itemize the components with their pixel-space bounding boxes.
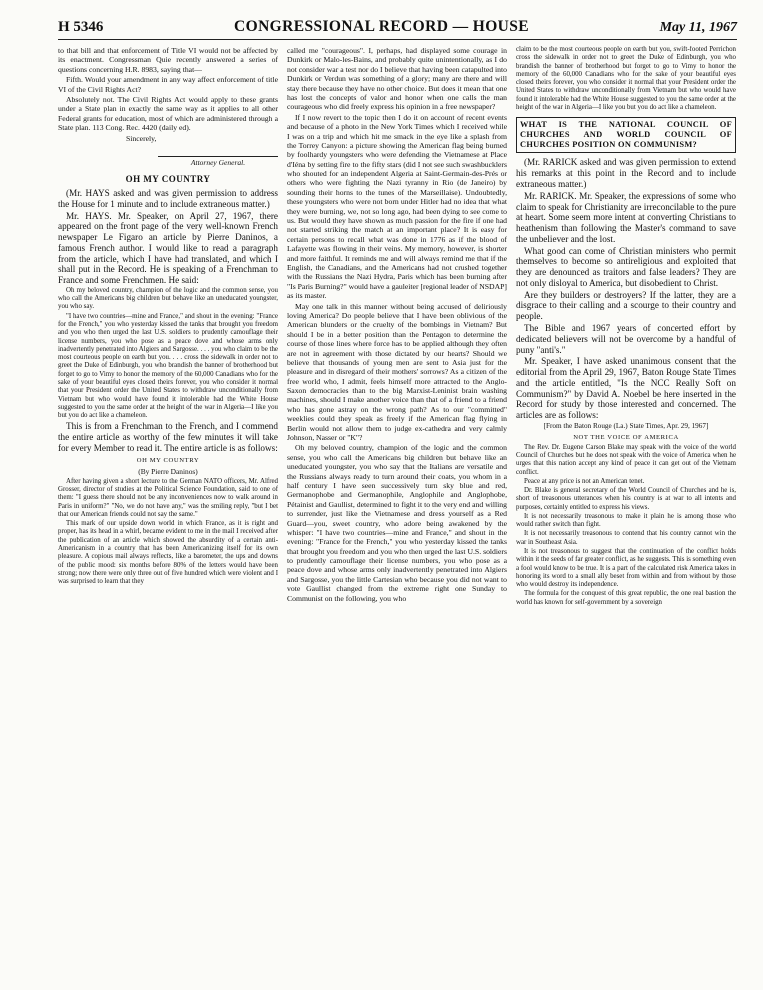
page-header: [58, 18, 737, 40]
intro-paragraph: (Mr. HAYS asked and was given permission to address the House for 1 minute and to include extraneous matter.): [58, 188, 278, 209]
column-3: [516, 46, 736, 981]
article-paragraph: After having given a short lecture to the German NATO officers, Mr. Alfred Grosser, director of studies at the Political Science Foundation, said to one of them: "I guess there should not be any inconveniences now to walk around in Paris in uniform?" "No, we do not have any," was the smiling reply, "but I bet that our American friends could not say the same.": [58, 477, 278, 518]
rarick-paragraph: The Bible and 1967 years of concerted effort by dedicated believers will not be overcome by a handful of puny "anti's.": [516, 322, 736, 355]
issue-date: May 11, 1967: [659, 20, 737, 35]
letter-paragraph: to that bill and that enforcement of Title VI would not be affected by its enactment. Congressman Quie recently answered a series of questions concerning H.R. 8983, saying that—: [58, 46, 278, 74]
editorial-paragraph: The formula for the conquest of this great republic, the one real bastion the world has known for self-government by a sovereign: [516, 590, 736, 606]
article-paragraph: called me "courageous". I, perhaps, had displayed some courage in Dunkirk or Malo-les-Bains, and probably quite unintentionally, as I do not consider war a test nor do I believe that having been catapulted into Dunkirk or Verdun was something of a glory; many are there and will stay there because they have no other choice. But does it mean that one has lost the concepts of valor and honor when one calls the man courageous who did freely express his opinion in a free newspaper?: [287, 46, 507, 112]
editorial-paragraph: It is not necessarily treasonous to make it plain he is among those who would rather switch than fight.: [516, 512, 736, 529]
closing-paragraph: This is from a Frenchman to the French, and I commend the entire article as worthy of the few minutes it will take for every Member to read it. The entire article is as follows:: [58, 421, 278, 453]
article-heading: OH MY COUNTRY: [136, 456, 200, 464]
article-byline: (By Pierre Daninos): [138, 466, 198, 476]
letter-paragraph: Fifth. Would your amendment in any way affect enforcement of title VI of the Civil Rights Act?: [58, 75, 278, 94]
editorial-paragraph: Peace at any price is not an American tenet.: [524, 477, 645, 485]
letter-paragraph: Absolutely not. The Civil Rights Act would apply to these grants under a State plan in exactly the same way as it applies to all other Federal grants for education, most of which are administered through a State plan. 113 Cong. Rec. 4420 (daily ed).: [58, 94, 278, 133]
section-title: OH MY COUNTRY: [125, 174, 211, 185]
columns: [58, 46, 737, 981]
column-1: [58, 46, 278, 981]
boxed-section-title: WHAT IS THE NATIONAL COUNCIL OF CHURCHES AND WORLD COUNCIL OF CHURCHES POSITION ON COMMUNISM?: [516, 117, 736, 153]
column-2: [287, 46, 507, 981]
editorial-paragraph: Dr. Blake is general secretary of the World Council of Churches and he is, short of treasonous utterances when his country is at war to all intents and purposes, certainly entitled to express his views.: [516, 487, 736, 511]
editorial-paragraph: It is not treasonous to suggest that the continuation of the conflict holds within it the seeds of far greater conflict, as he suggests. This is something even a fool would know to be true. It is a part of the calculated risk America takes in honoring its word to a small ally beset from within and from without by those who would destroy its independence.: [516, 548, 736, 589]
quote-paragraph: "I have two countries—mine and France," and shout in the evening: "France for the French," you who yesterday kissed the tanks that brought you freedom and you who then urged the last U.S. soldiers to prudently camouflage their license numbers, you who pose as a peace dove and whose arms only inadvertently penetrated into Algiers and Sargosse. . . . you who claim to be the most courteous people on earth but you. . . . cross the sidewalk in order not to greet the Duke of Edinburgh, you who brandish the banner of brotherhood but forget to go to Vimy to honor the memory of the 60,000 Canadians who for the sake of your beautiful eyes closed theirs forever, you who consider it normal that your President order the United States to withdraw unconditionally from Vietnam but who would have found it intolerable had the White House suggested to you the same order at the height of the war in Algeria—I like you but you do act like a chameleon.: [58, 312, 278, 420]
signature-title: Attorney General.: [158, 156, 278, 167]
editorial-paragraph: The Rev. Dr. Eugene Carson Blake may speak with the voice of the world Council of Churches but he does not speak with the voice of America when he urges that this nation accept any kind of peace it can get out of the Vietnam conflict.: [516, 443, 736, 476]
hays-statement: Mr. HAYS. Mr. Speaker, on April 27, 1967, there appeared on the front page of the very well-known French newspaper Le Figaro an article by Pierre Daninos, a famous French author. I would like to read a paragraph from the article, which I have had translated, and which I shall put in the Record. He is speaking of a Frenchman to France and some Frenchmen. He said:: [58, 210, 278, 286]
intro-paragraph: (Mr. RARICK asked and was given permission to extend his remarks at this point in the Record and to include extraneous matter.): [516, 157, 736, 190]
article-paragraph: Oh my beloved country, champion of the logic and the common sense, you who call the Americans big children but behave like an uneducated youngster, you who say that the Italians are versatile and the Russians always ready to turn around their coats, you whom in a half century I have seen successively turn sky blue and red, Germanophobe and Germanophile, Anglophile and Anglophobe, Pétainist and Gaullist, determined to fight it to the very end and willing to surrender, just like the Vietnamese and dress yourself as a Red Guard—you, sweet country, who adore being awakened by the whisper: "I have two countries—mine and France," and shout in the evening: "France for the French," you who yesterday kissed the tanks that brought you freedom and you who then urged the last U.S. soldiers to prudently camouflage their license numbers, you who pose as a peace dove and whose arms only inadvertently penetrated into Algiers and Sargosse, you the little Cartesian who because you did not want to vote Gaullist changed from the extreme right one Sunday to Communist on the following, you who: [287, 443, 507, 603]
quote-paragraph: Oh my beloved country, champion of the logic and the common sense, you who call the Americans big children but behave like an uneducated youngster, you who say.: [58, 286, 278, 311]
publication-title: CONGRESSIONAL RECORD — HOUSE: [234, 18, 530, 35]
page-number: H 5346: [58, 19, 104, 35]
article-paragraph: claim to be the most courteous people on earth but you, swift-footed Perrichon cross the sidewalk in order not to greet the Duke of Edinburgh, you who brandish the banner of brotherhood but forget to go to Vimy to honor the memory of the 60,000 Canadians who for the sake of your beautiful eyes closed theirs forever, you who consider it normal that your President order the United States to withdraw unconditionally from Vietnam but who would have found it intolerable had the White House suggested to you the same order at the height of the war in Algeria—I like you but you do act like a chameleon.: [516, 46, 736, 111]
rarick-paragraph: What good can come of Christian ministers who permit themselves to become so antireligious and exploited that they are denounced as traitors and false leaders? They are not only disloyal to America, but disobedient to Christ.: [516, 245, 736, 288]
article-paragraph: If I now revert to the topic then I do it on account of recent events and because of a photo in the New York Times which I received while I was on a trip and which hit me smack in the eye like a splash from the Torrey Canyon: a picture showing the American flag being burned by foolhardy youngsters who were defending the Vietnamese at Place d'Iéna by setting fire to the fifty stars (did I not see such swashbucklers who shouted for an independent Algeria at Saint-Germain-des-Prés or others who were fighting the Nazi tyranny in Rio (de Janeiro) by sounding their horns to the tunes of the Marseillaise). Undoubtedly, these youngsters who were not born under Hitler had no idea that what they were burning, we, not so long ago, had been dying to see come to us. But would they have shown as much passion for the fire if one had not started striking the match at an important place? It is easy for certain persons to recall what was done in 1776 as if the blood of Lafayette was flowing in their veins. My memory, however, is shorter and more faithful. It reminds me and will always remind me that if the English, the Canadians, and the Americans had not crushed together with the Russians the Nazi Hydra, Paris which has been burning after "Is Paris Burning?" would have a gauleiter [regional leader of NSDAP] as its master.: [287, 112, 507, 301]
editorial-source: [From the Baton Rouge (La.) State Times, Apr. 29, 1967]: [543, 421, 709, 430]
article-paragraph: May one talk in this manner without being accused of deliriously loving America? Do people believe that I have been oblivious of the American blunders or the cruelty of the bombings in Vietnam? But should I be in a better position than the Pentagon to determine the course of those lines where force has to be applied although they often are not in agreement with those dictated by our hearts? Should we believe that thousands of young men are sent to Asia just for the pleasure and in disregard of their mothers' sorrows? As a citizen of the free world who, I admit, feels himself more attracted to the Anglo-Saxon democracies than to the big Marxist-Leninist brain washing machines, should I make another voice than that of a friend to a friend who has gone astray on the wrong path? As to our "committed" weeklies could they speak as freely if the American flag flying in Berlin would not allow them to judge ex-cathedra and very calmly Johnson, Nasser or "K"?: [287, 301, 507, 443]
rarick-paragraph: Mr. RARICK. Mr. Speaker, the expressions of some who claim to speak for Christianity are irreconcilable to the pure at heart. Some seem more intent at converting Christians to heathenism than following the Master's command to save the unbeliever and the lost.: [516, 190, 736, 244]
letter-closing: Sincerely,: [126, 133, 157, 143]
editorial-heading: NOT THE VOICE OF AMERICA: [573, 433, 679, 441]
editorial-paragraph: It is not necessarily treasonous to contend that his country cannot win the war in Southeast Asia.: [516, 530, 736, 546]
article-paragraph: This mark of our upside down world in which France, as it is right and proper, has its head in a whirl, became evident to me in the mail I received after the publication of an article which showed the absurdity of a certain anti-Americanism in a country that has been Americanizing itself for its own pleasure. A copious mail always reflects, like a barometer, the ups and downs of the public mood: six months before 80% of the letters would have been strong; now there were only three out of five hundred which were violent and I was surprised to learn that they: [58, 520, 278, 586]
rarick-paragraph: Mr. Speaker, I have asked unanimous consent that the editorial from the April 29, 1967, Baton Rouge State Times and the article entitled, "Is the NCC Really Soft on Communism?" by David A. Noebel be here inserted in the Record for study by those interested and concerned. The articles are as follows:: [516, 356, 736, 421]
rarick-paragraph: Are they builders or destroyers? If the latter, they are a disgrace to their calling and a scourge to their country and people.: [516, 289, 736, 322]
